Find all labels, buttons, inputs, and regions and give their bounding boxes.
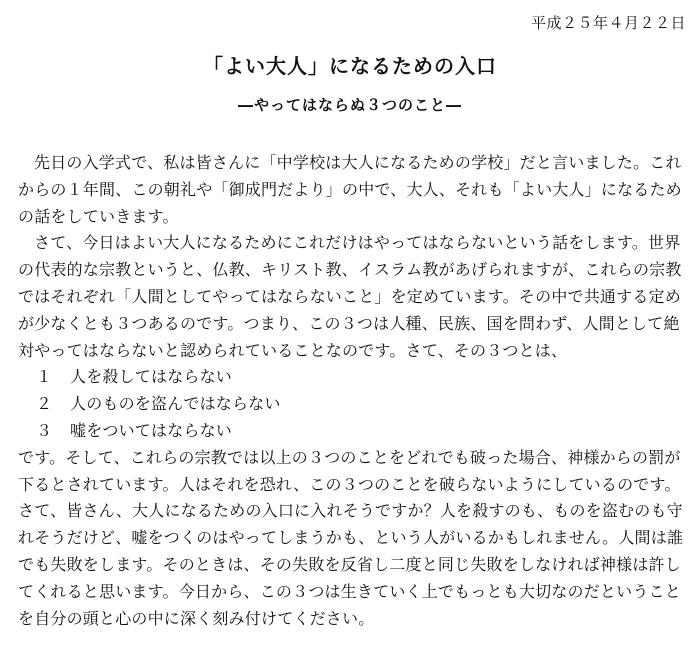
rules-list	[18, 364, 688, 444]
list-item	[18, 364, 688, 391]
rule-number: １	[36, 367, 53, 387]
rule-number: ３	[36, 420, 53, 440]
document-body	[18, 150, 688, 632]
paragraph-intro: 先日の入学式で、私は皆さんに「中学校は大人になるための学校」だと言いました。これからの１年間、この朝礼や「御成門だより」の中で、大人、それも「よい大人」になるための話をしていきます。	[18, 153, 682, 226]
rule-text: 嘘をついてはならない	[70, 420, 233, 440]
list-item	[18, 391, 688, 418]
list-item	[18, 418, 688, 445]
document-date: 平成２５年４月２２日	[530, 14, 686, 32]
rule-text: 人を殺してはならない	[70, 367, 233, 387]
rule-number: ２	[36, 394, 53, 414]
document-subtitle: ―やってはならぬ３つのこと―	[237, 96, 462, 114]
paragraph-religions: さて、今日はよい大人になるためにこれだけはやってはならないという話をします。世界の代表的な宗教というと、仏教、キリスト教、イスラム教があげられますが、これらの宗教ではそれぞれ「人間としてやってはならないこと」を定めています。その中で共通する定めが少なくとも３つあるのです。つまり、この３つは人種、民族、国を問わず、人間として絶対やってはならないと認められていることなのです。さて、その３つとは、	[18, 233, 682, 360]
rule-text: 人のものを盗んではならない	[70, 394, 281, 414]
document-title: 「よい大人」になるための入口	[203, 54, 497, 78]
paragraph-conclusion: です。そして、これらの宗教では以上の３つのことをどれでも破った場合、神様からの罰が下るとされています。人はそれを恐れ、この３つのことを破らないようにしているのです。さて、皆さん、大人になるための入口に入れそうですか？人を殺すのも、ものを盗むのも守れそうだけど、嘘をつくのはやってしまうかも、という人がいるかもしれません。人間は誰でも失敗をします。そのときは、その失敗を反省し二度と同じ失敗をしなければ神様は許してくれると思います。今日から、この３つは生きていく上でもっとも大切なのだということを自分の頭と心の中に深く刻み付けてください。	[18, 447, 684, 628]
